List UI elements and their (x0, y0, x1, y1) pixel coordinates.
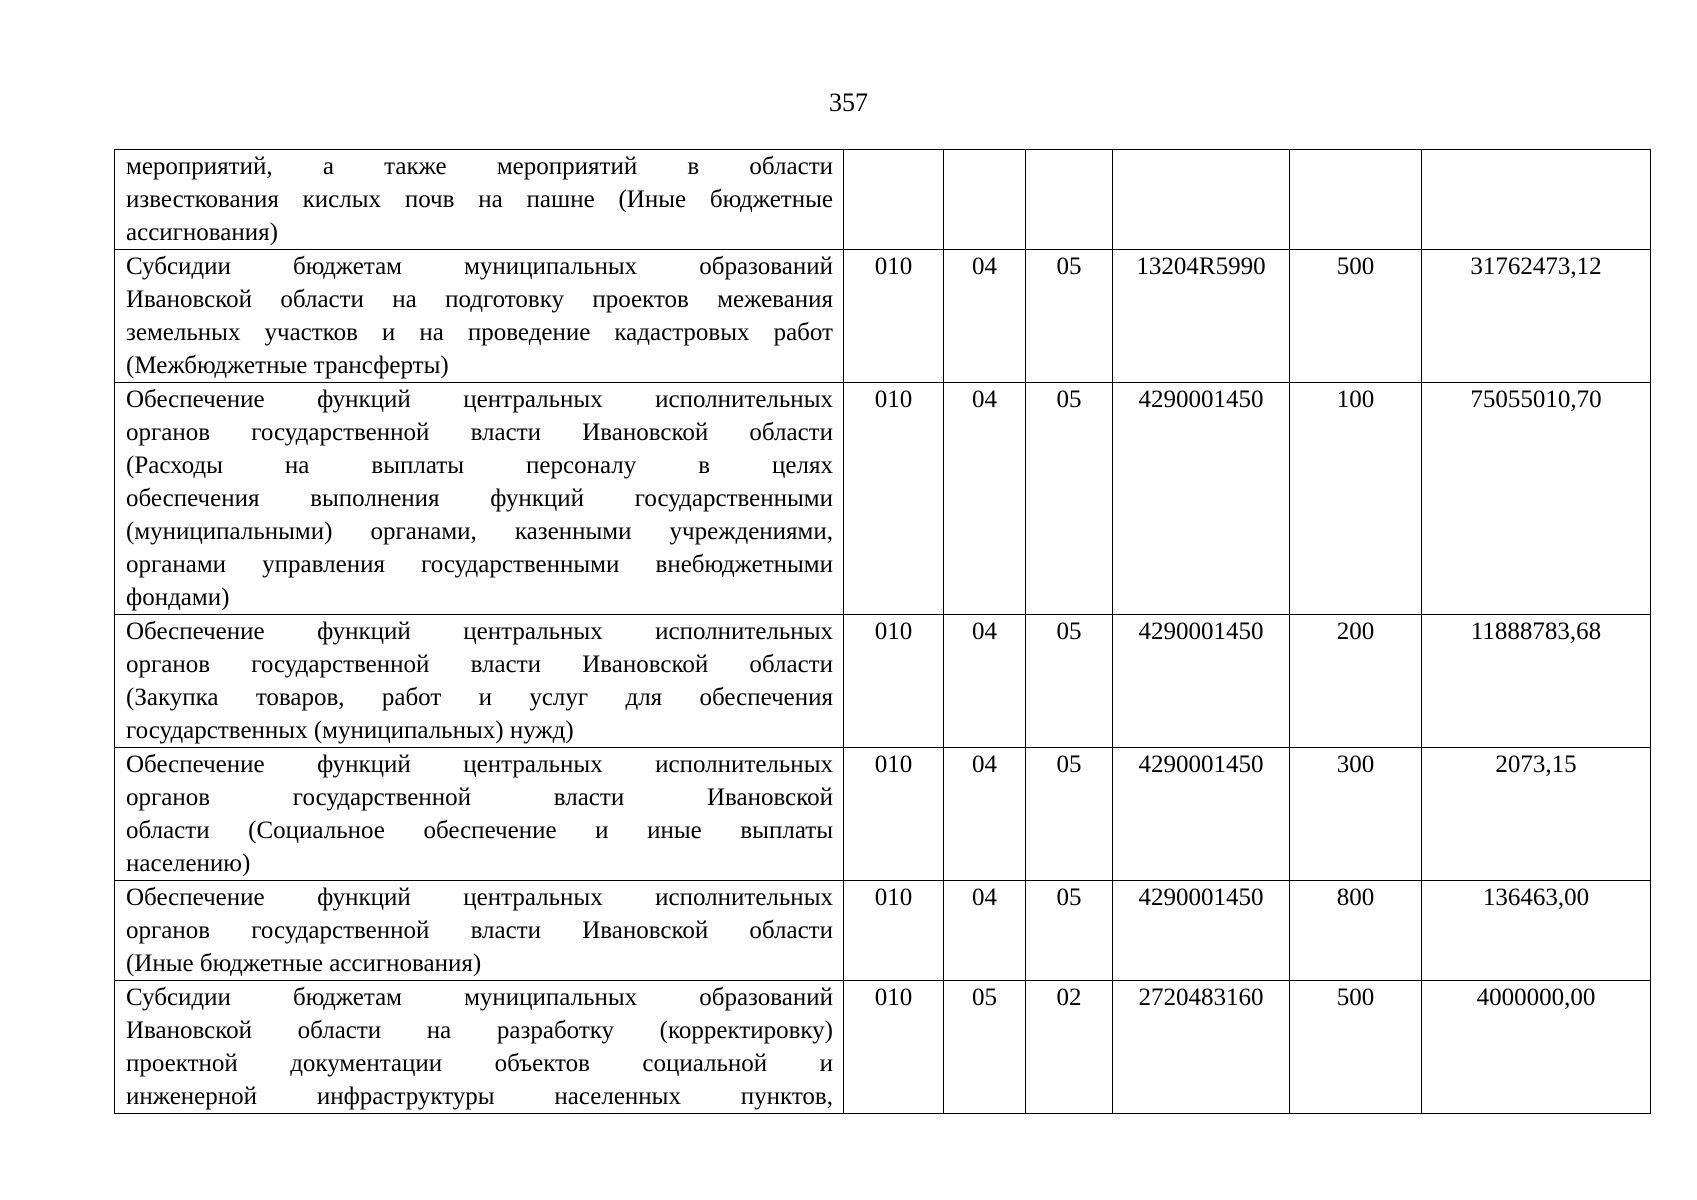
expense-name-line: органов государственной власти Ивановской (126, 784, 833, 811)
expense-name (126, 150, 833, 249)
target-article-cell: 4290001450 (1113, 383, 1290, 615)
expense-name-line: Ивановской области на подготовку проектов межевания (126, 286, 833, 313)
expense-type-cell: 500 (1290, 981, 1422, 1114)
expense-name-line: (Закупка товаров, работ и услуг для обеспечения (126, 684, 833, 711)
expense-name-line: Обеспечение функций центральных исполнительных (126, 618, 833, 645)
amount-cell: 136463,00 (1422, 881, 1651, 981)
section-code-cell: 04 (944, 383, 1026, 615)
expense-name-cell (115, 881, 844, 981)
expense-name-cell (115, 748, 844, 881)
table-row (115, 981, 1651, 1114)
target-article-cell: 13204R5990 (1113, 250, 1290, 383)
page-number: 357 (829, 88, 868, 117)
expense-name-cell (115, 981, 844, 1114)
expense-name-line: фондами) (126, 584, 230, 611)
expense-name-line: ассигнования) (126, 219, 278, 246)
expense-name-cell (115, 150, 844, 250)
expense-name (126, 881, 833, 980)
amount-cell: 2073,15 (1422, 748, 1651, 881)
target-article-cell (1113, 150, 1290, 250)
expense-name (126, 615, 833, 747)
expense-name-line: населению) (126, 850, 251, 877)
expense-type-cell: 800 (1290, 881, 1422, 981)
amount-cell (1422, 150, 1651, 250)
expense-type-cell: 500 (1290, 250, 1422, 383)
expense-name-line: (муниципальными) органами, казенными учреждениями, (126, 518, 833, 545)
section-code-cell: 04 (944, 881, 1026, 981)
expense-name-line: земельных участков и на проведение кадастровых работ (126, 319, 833, 346)
section-code-cell: 04 (944, 250, 1026, 383)
ministry-code-cell: 010 (844, 383, 944, 615)
budget-table (114, 149, 1651, 1114)
amount-cell: 75055010,70 (1422, 383, 1651, 615)
expense-name-line: Обеспечение функций центральных исполнительных (126, 386, 833, 413)
section-code-cell: 05 (944, 981, 1026, 1114)
amount-cell: 4000000,00 (1422, 981, 1651, 1114)
table-row (115, 615, 1651, 748)
subsection-code-cell (1026, 150, 1113, 250)
section-code-cell: 04 (944, 748, 1026, 881)
section-code-cell (944, 150, 1026, 250)
ministry-code-cell (844, 150, 944, 250)
ministry-code-cell: 010 (844, 748, 944, 881)
expense-name (126, 383, 833, 614)
amount-cell: 11888783,68 (1422, 615, 1651, 748)
expense-name (126, 981, 833, 1113)
expense-name-line: (Иные бюджетные ассигнования) (126, 950, 482, 977)
expense-name-line: (Межбюджетные трансферты) (126, 352, 449, 379)
ministry-code-cell: 010 (844, 250, 944, 383)
expense-name-line: проектной документации объектов социальной и (126, 1050, 833, 1077)
expense-name-line: Субсидии бюджетам муниципальных образований (126, 253, 833, 280)
expense-name-line: Обеспечение функций центральных исполнительных (126, 884, 833, 911)
expense-name-line: Ивановской области на разработку (корректировку) (126, 1017, 833, 1044)
expense-type-cell: 200 (1290, 615, 1422, 748)
expense-type-cell: 300 (1290, 748, 1422, 881)
amount-cell: 31762473,12 (1422, 250, 1651, 383)
target-article-cell: 2720483160 (1113, 981, 1290, 1114)
expense-name-line: органов государственной власти Ивановской области (126, 651, 833, 678)
expense-type-cell: 100 (1290, 383, 1422, 615)
target-article-cell: 4290001450 (1113, 748, 1290, 881)
expense-name-line: Субсидии бюджетам муниципальных образований (126, 984, 833, 1011)
target-article-cell: 4290001450 (1113, 881, 1290, 981)
ministry-code-cell: 010 (844, 981, 944, 1114)
expense-name-line: известкования кислых почв на пашне (Иные бюджетные (126, 186, 833, 213)
expense-name (126, 748, 833, 880)
table-row (115, 383, 1651, 615)
expense-name (126, 250, 833, 382)
expense-name-line: органов государственной власти Ивановской области (126, 917, 833, 944)
subsection-code-cell: 05 (1026, 383, 1113, 615)
ministry-code-cell: 010 (844, 615, 944, 748)
expense-name-line: обеспечения выполнения функций государственными (126, 485, 833, 512)
subsection-code-cell: 05 (1026, 881, 1113, 981)
section-code-cell: 04 (944, 615, 1026, 748)
subsection-code-cell: 05 (1026, 748, 1113, 881)
expense-name-line: органов государственной власти Ивановской области (126, 419, 833, 446)
expense-name-line: области (Социальное обеспечение и иные выплаты (126, 817, 833, 844)
table-row (115, 748, 1651, 881)
expense-name-line: (Расходы на выплаты персоналу в целях (126, 452, 833, 479)
table-row (115, 881, 1651, 981)
expense-type-cell (1290, 150, 1422, 250)
subsection-code-cell: 02 (1026, 981, 1113, 1114)
subsection-code-cell: 05 (1026, 615, 1113, 748)
table-row (115, 250, 1651, 383)
expense-name-line: мероприятий, а также мероприятий в области (126, 153, 833, 180)
expense-name-cell (115, 250, 844, 383)
expense-name-cell (115, 615, 844, 748)
target-article-cell: 4290001450 (1113, 615, 1290, 748)
expense-name-line: инженерной инфраструктуры населенных пунктов, (126, 1083, 833, 1110)
ministry-code-cell: 010 (844, 881, 944, 981)
expense-name-cell (115, 383, 844, 615)
subsection-code-cell: 05 (1026, 250, 1113, 383)
table-row (115, 150, 1651, 250)
expense-name-line: органами управления государственными внебюджетными (126, 551, 833, 578)
expense-name-line: Обеспечение функций центральных исполнительных (126, 751, 833, 778)
expense-name-line: государственных (муниципальных) нужд) (126, 717, 574, 744)
